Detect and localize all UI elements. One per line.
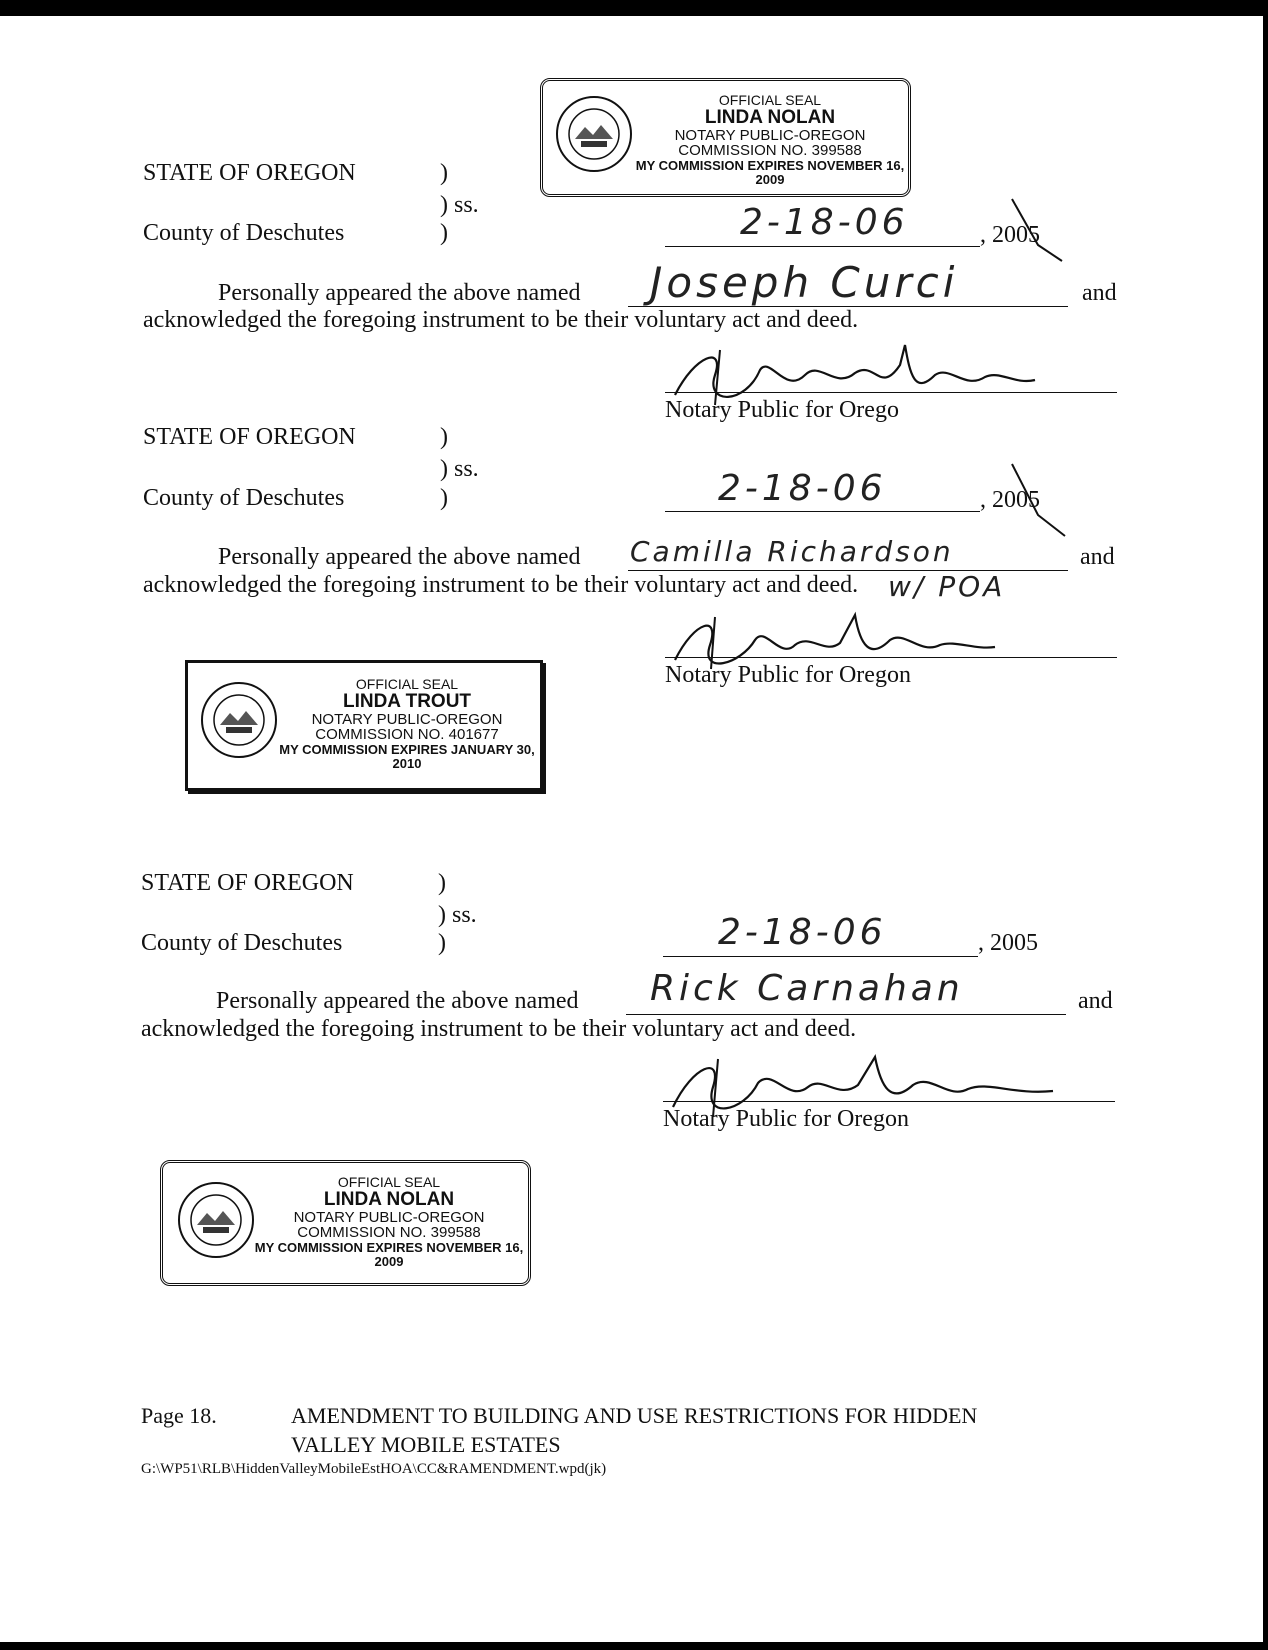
year-correction-mark-icon [1010, 460, 1070, 540]
footer-page-number: Page 18. [141, 1403, 217, 1428]
state-label: STATE OF OREGON [143, 424, 356, 450]
county-label: County of Deschutes [143, 220, 345, 246]
seal-commission-number: COMMISSION NO. 401677 [315, 726, 499, 744]
year-label: , 2005 [978, 930, 1038, 956]
appeared-text: Personally appeared the above named [216, 988, 579, 1014]
seal-expiration: MY COMMISSION EXPIRES NOVEMBER 16, 2009 [635, 158, 905, 187]
paren-open: ) [440, 160, 448, 186]
notary-seal-2 [185, 660, 543, 791]
footer-title-line2: VALLEY MOBILE ESTATES [291, 1432, 561, 1457]
name-handwritten: Rick Carnahan [650, 968, 964, 1009]
and-label: and [1078, 988, 1113, 1014]
county-label: County of Deschutes [141, 930, 343, 956]
oregon-state-seal-icon [177, 1181, 255, 1259]
name-handwritten: Camilla Richardson [630, 535, 954, 568]
and-label: and [1082, 280, 1117, 306]
ss-label: ) ss. [438, 902, 477, 928]
ss-label: ) ss. [440, 192, 479, 218]
seal-notary-name: LINDA NOLAN [323, 1188, 455, 1210]
date-handwritten: 2-18-06 [740, 202, 909, 243]
seal-expiration: MY COMMISSION EXPIRES NOVEMBER 16, 2009 [254, 1240, 524, 1269]
ack-extra-poa: w/ POA [888, 570, 1006, 603]
seal-notary-title: NOTARY PUBLIC-OREGON [293, 1208, 485, 1226]
date-handwritten: 2-18-06 [718, 468, 887, 509]
scan-right-border [1263, 0, 1268, 1650]
seal-notary-name: LINDA TROUT [342, 690, 472, 712]
seal-title: OFFICIAL SEAL [337, 1174, 441, 1190]
scan-bottom-border [0, 1642, 1268, 1650]
paren-close: ) [440, 485, 448, 511]
ack-text: acknowledged the foregoing instrument to be their voluntary act and deed. [143, 307, 859, 333]
seal-3-text [253, 1175, 525, 1268]
seal-2-text [276, 677, 538, 770]
seal-notary-name: LINDA NOLAN [704, 106, 836, 128]
year-label: , 2005 [980, 487, 1040, 513]
seal-notary-title: NOTARY PUBLIC-OREGON [311, 710, 503, 728]
date-line [665, 246, 980, 247]
oregon-state-seal-icon [555, 95, 633, 173]
appeared-text: Personally appeared the above named [218, 280, 581, 306]
date-line [663, 956, 978, 957]
ss-label: ) ss. [440, 456, 479, 482]
notary-label: Notary Public for Orego [665, 397, 899, 423]
year-correction-mark-icon [1010, 195, 1070, 265]
seal-notary-title: NOTARY PUBLIC-OREGON [674, 126, 866, 144]
paren-open: ) [440, 424, 448, 450]
notary-seal-3 [160, 1160, 531, 1286]
and-label: and [1080, 544, 1115, 570]
state-label: STATE OF OREGON [141, 870, 354, 896]
ack-text: acknowledged the foregoing instrument to be their voluntary act and deed. [143, 572, 859, 598]
seal-1-text [635, 93, 905, 186]
date-handwritten: 2-18-06 [718, 912, 887, 953]
oregon-state-seal-icon [200, 681, 278, 759]
notary-seal-1 [540, 78, 911, 197]
paren-close: ) [440, 220, 448, 246]
scan-top-border [0, 0, 1268, 16]
ack-text: acknowledged the foregoing instrument to be their voluntary act and deed. [141, 1016, 857, 1042]
seal-title: OFFICIAL SEAL [355, 676, 459, 692]
county-label: County of Deschutes [143, 485, 345, 511]
paren-open: ) [438, 870, 446, 896]
notary-label: Notary Public for Oregon [665, 662, 911, 688]
footer-file-path: G:\WP51\RLB\HiddenValleyMobileEstHOA\CC&RAMENDMENT.wpd(jk) [141, 1461, 607, 1477]
seal-commission-number: COMMISSION NO. 399588 [678, 142, 862, 160]
footer-title-line1: AMENDMENT TO BUILDING AND USE RESTRICTIONS FOR HIDDEN [291, 1403, 978, 1428]
name-handwritten: Joseph Curci [650, 258, 959, 307]
seal-commission-number: COMMISSION NO. 399588 [297, 1224, 481, 1242]
year-label: , 2005 [980, 222, 1040, 248]
date-line [665, 511, 980, 512]
appeared-text: Personally appeared the above named [218, 544, 581, 570]
name-line [626, 1014, 1066, 1015]
seal-title: OFFICIAL SEAL [718, 92, 822, 108]
notary-label: Notary Public for Oregon [663, 1106, 909, 1132]
seal-expiration: MY COMMISSION EXPIRES JANUARY 30, 2010 [279, 742, 535, 771]
paren-close: ) [438, 930, 446, 956]
state-label: STATE OF OREGON [143, 160, 356, 186]
